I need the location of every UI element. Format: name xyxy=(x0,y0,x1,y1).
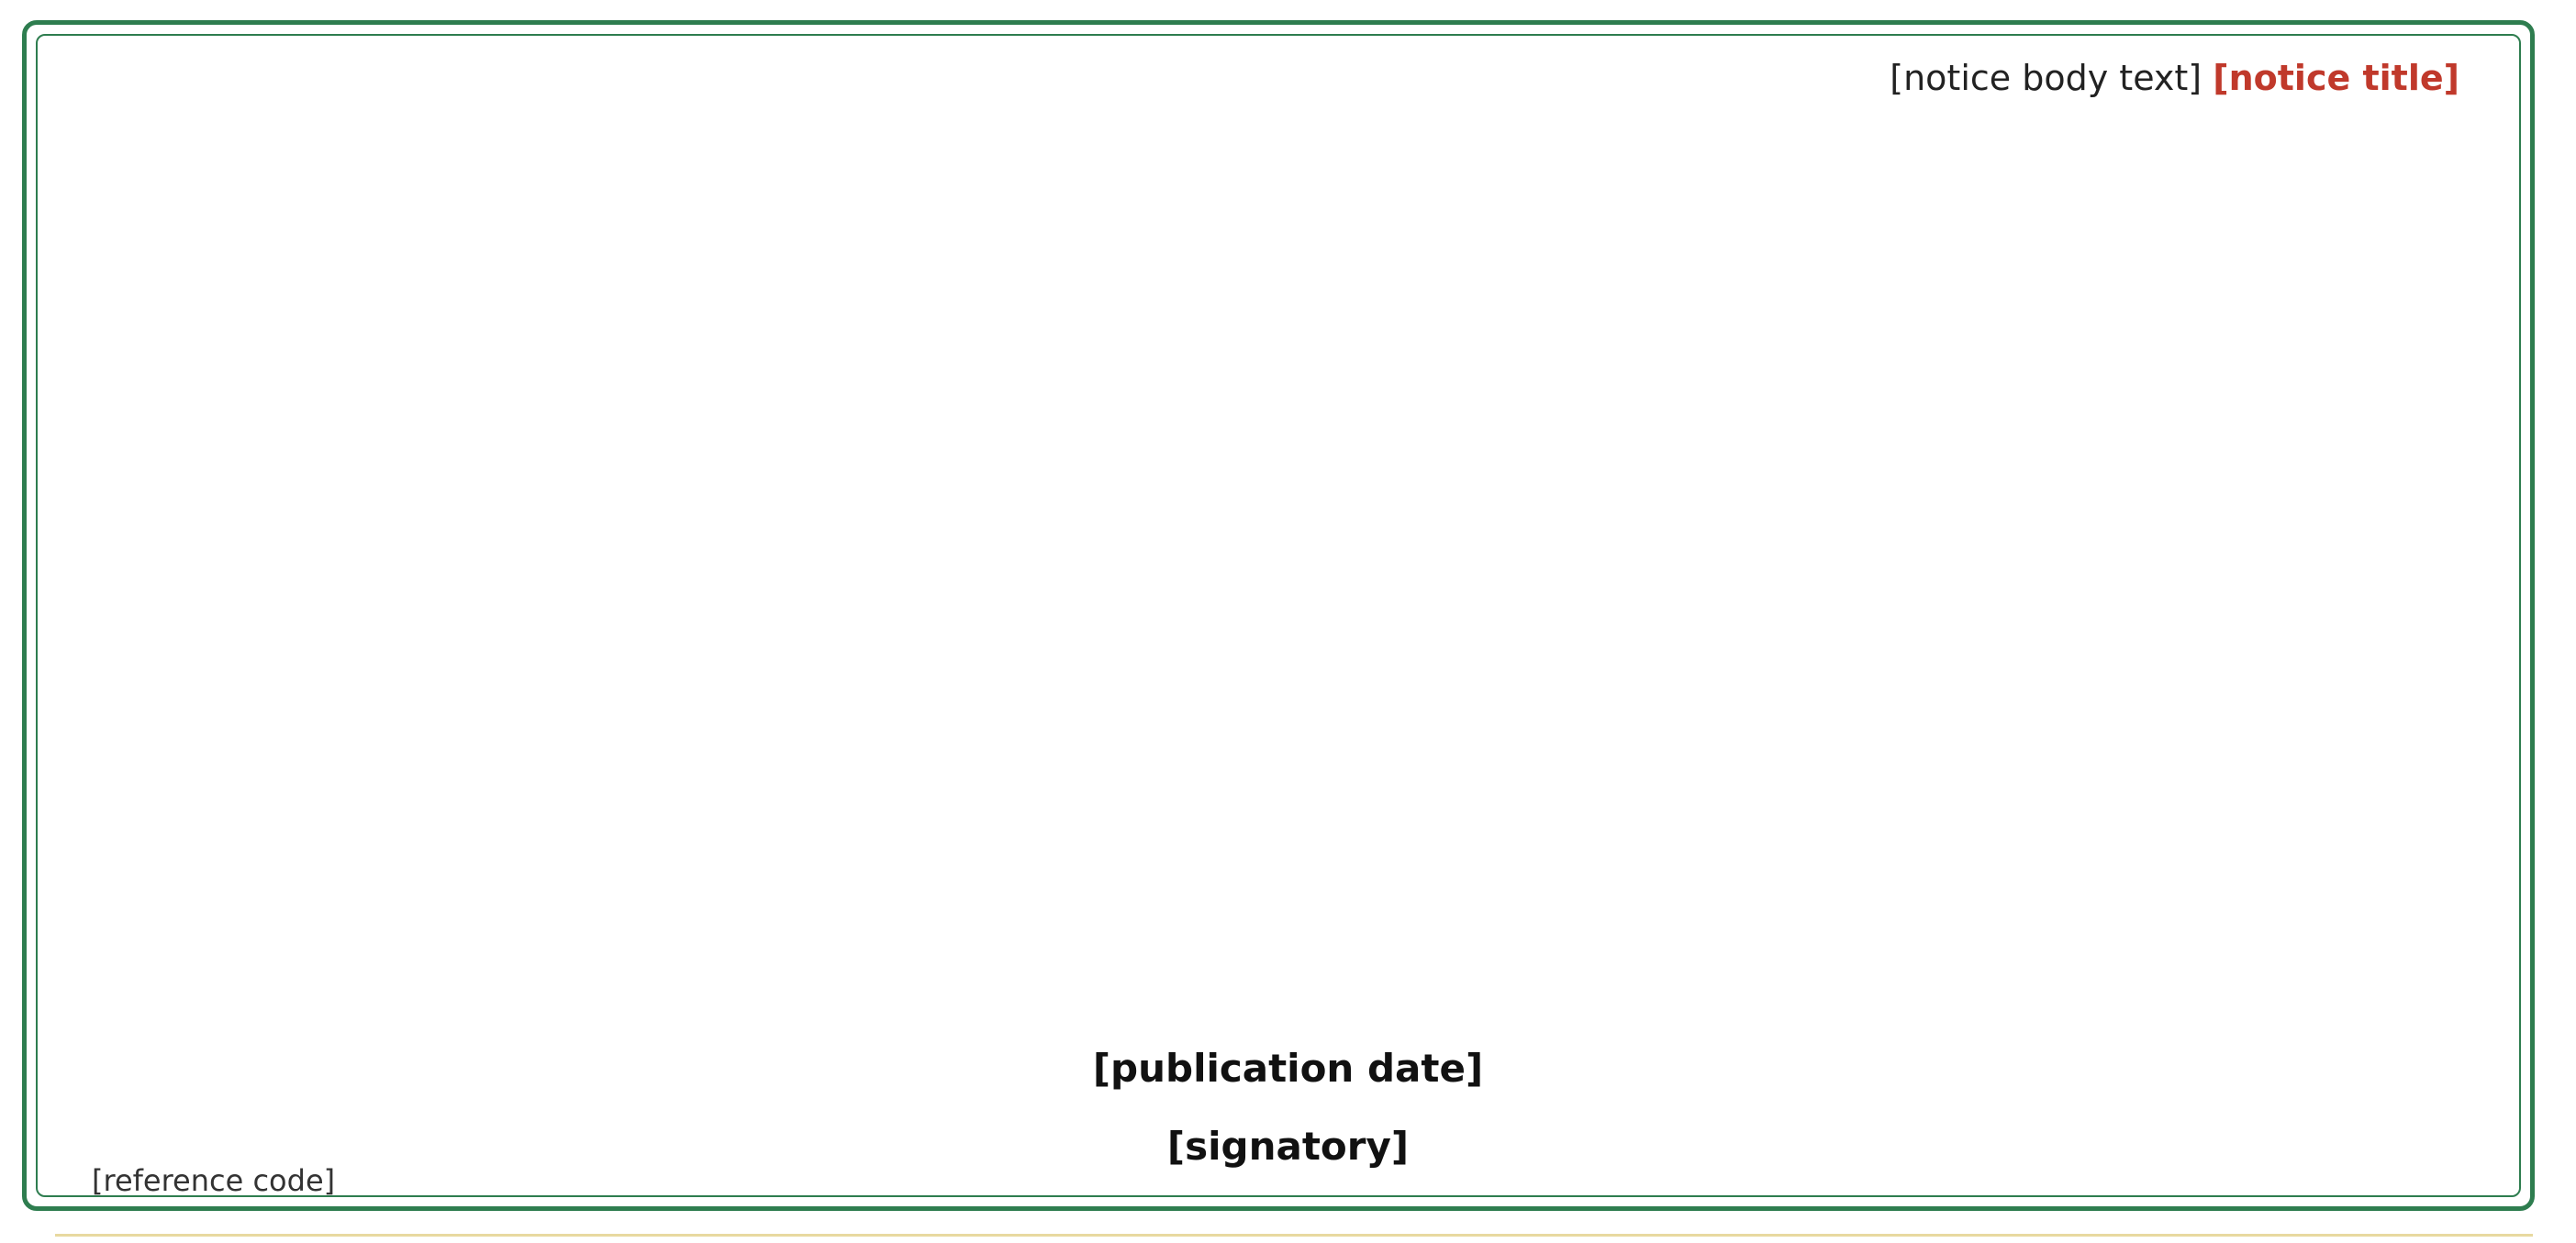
notice-title: [notice title] xyxy=(2213,58,2459,98)
reference-code: [reference code] xyxy=(92,1163,336,1198)
publication-date: [publication date] xyxy=(1092,1046,1484,1091)
signature: [signatory] xyxy=(1166,1124,1410,1169)
notice-text: [notice body text] xyxy=(1890,58,2202,98)
bottom-divider xyxy=(55,1234,2533,1237)
notice-inner-border xyxy=(36,34,2521,1197)
notice-body xyxy=(83,50,2459,105)
notice-frame xyxy=(22,20,2535,1211)
